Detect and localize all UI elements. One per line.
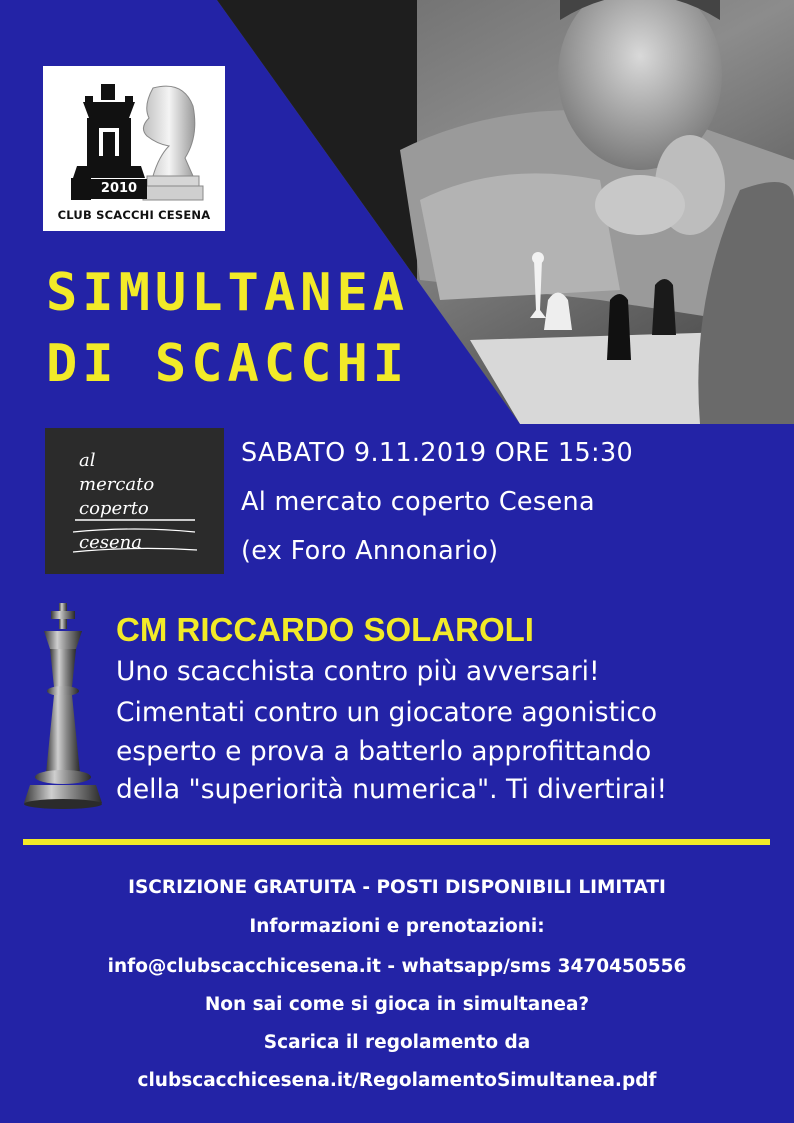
contacts-details[interactable]: info@clubscacchicesena.it - whatsapp/sms 3470450556 — [107, 956, 687, 977]
master-description-line: Uno scacchista contro più avversari! — [116, 656, 600, 687]
chess-king-icon — [22, 603, 104, 811]
title-line-1: SIMULTANEA — [46, 263, 410, 323]
master-description-line: Cimentati contro un giocatore agonistico — [116, 697, 658, 728]
master-description-line: della "superiorità numerica". Ti divertirai! — [116, 774, 668, 805]
venue-logo-line-1: al — [79, 450, 96, 471]
venue-logo-line-4: cesena — [79, 532, 142, 553]
venue-logo-line-2: mercato — [79, 474, 155, 495]
club-logo-name: CLUB SCACCHI CESENA — [57, 208, 211, 222]
club-logo-year: 2010 — [91, 179, 147, 199]
rules-link[interactable]: clubscacchicesena.it/RegolamentoSimultanea.pdf — [137, 1070, 657, 1091]
master-description-line: esperto e prova a batterlo approfittando — [116, 736, 652, 767]
master-name: CM RICCARDO SOLAROLI — [116, 611, 534, 648]
venue-logo-line-3: coperto — [79, 498, 149, 519]
event-place: Al mercato coperto Cesena — [241, 487, 595, 517]
divider — [23, 839, 770, 845]
club-logo — [43, 66, 225, 231]
registration-note: ISCRIZIONE GRATUITA - POSTI DISPONIBILI LIMITATI — [128, 877, 666, 898]
title-line-2: DI SCACCHI — [46, 334, 410, 394]
event-date-time: SABATO 9.11.2019 ORE 15:30 — [241, 438, 633, 468]
contacts-label: Informazioni e prenotazioni: — [249, 916, 545, 937]
download-label: Scarica il regolamento da — [263, 1032, 531, 1053]
rules-question: Non sai come si gioca in simultanea? — [204, 994, 590, 1015]
venue-logo — [45, 428, 224, 574]
event-place-note: (ex Foro Annonario) — [241, 536, 499, 566]
